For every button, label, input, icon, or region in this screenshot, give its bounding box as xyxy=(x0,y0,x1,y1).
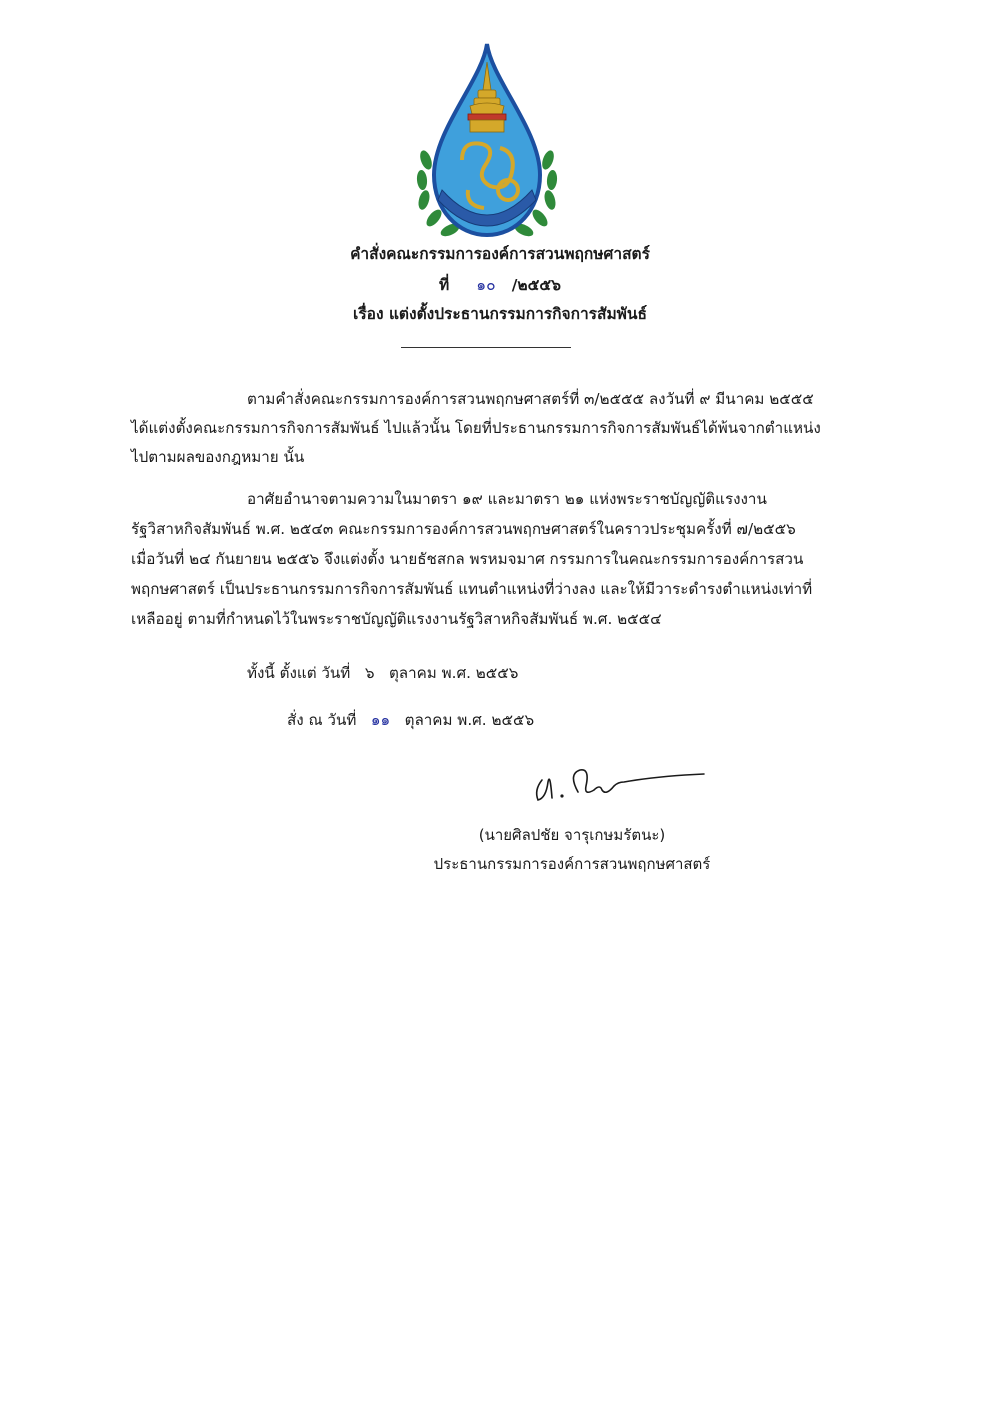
paragraph-1-line-1: ตามคำสั่งคณะกรรมการองค์การสวนพฤกษศาสตร์ที่ ๓/๒๕๕๕ ลงวันที่ ๙ มีนาคม ๒๕๕๕ xyxy=(247,390,814,408)
paragraph-1-line-3: ไปตามผลของกฎหมาย นั้น xyxy=(131,448,305,466)
order-subject: เรื่อง แต่งตั้งประธานกรรมการกิจการสัมพันธ์ xyxy=(353,305,647,323)
paragraph-2-line-2: รัฐวิสาหกิจสัมพันธ์ พ.ศ. ๒๕๔๓ คณะกรรมการองค์การสวนพฤกษศาสตร์ในคราวประชุมครั้งที่ ๗/๒๕๕๖ xyxy=(131,520,796,538)
signer-name: (นายศิลปชัย จารุเกษมรัตนะ) xyxy=(478,826,666,844)
ordered-date-line xyxy=(287,710,534,730)
ordered-date-rest: ตุลาคม พ.ศ. ๒๕๕๖ xyxy=(404,711,535,729)
signature-icon xyxy=(528,760,718,808)
signer-position: ประธานกรรมการองค์การสวนพฤกษศาสตร์ xyxy=(433,855,711,873)
organization-logo xyxy=(412,40,562,245)
order-number-line xyxy=(200,275,800,295)
effective-date-rest: ตุลาคม พ.ศ. ๒๕๕๖ xyxy=(388,664,519,682)
ordered-date-day: ๑๑ xyxy=(370,711,391,729)
handwritten-signature xyxy=(528,760,718,808)
paragraph-1-line-2: ได้แต่งตั้งคณะกรรมการกิจการสัมพันธ์ ไปแล้วนั้น โดยที่ประธานกรรมการกิจการสัมพันธ์ได้พ้นจากตำแหน่ง xyxy=(131,419,821,437)
paragraph-2-line-3: เมื่อวันที่ ๒๔ กันยายน ๒๕๕๖ จึงแต่งตั้ง นายธัชสกล พรหมจมาศ กรรมการในคณะกรรมการองค์การสวน xyxy=(131,550,804,568)
paragraph-2-line-1: อาศัยอำนาจตามความในมาตรา ๑๙ และมาตรา ๒๑ แห่งพระราชบัญญัติแรงงาน xyxy=(247,490,767,508)
order-number: ๑๐ xyxy=(476,276,496,294)
effective-date-prefix: ทั้งนี้ ตั้งแต่ วันที่ xyxy=(247,664,351,682)
ordered-date-prefix: สั่ง ณ วันที่ xyxy=(287,711,357,729)
order-year: /๒๕๕๖ xyxy=(511,276,561,294)
effective-date-day: ๖ xyxy=(364,664,375,682)
effective-date-line xyxy=(247,663,518,683)
heading-divider xyxy=(401,347,571,348)
paragraph-2-line-5: เหลืออยู่ ตามที่กำหนดไว้ในพระราชบัญญัติแรงงานรัฐวิสาหกิจสัมพันธ์ พ.ศ. ๒๕๕๔ xyxy=(131,610,662,628)
order-number-prefix: ที่ xyxy=(439,276,450,294)
order-title: คำสั่งคณะกรรมการองค์การสวนพฤกษศาสตร์ xyxy=(350,245,650,263)
emblem-icon xyxy=(412,40,562,245)
paragraph-2-line-4: พฤกษศาสตร์ เป็นประธานกรรมการกิจการสัมพันธ์ แทนตำแหน่งที่ว่างลง และให้มีวาระดำรงตำแหน่งเท่าที่ xyxy=(131,580,813,598)
